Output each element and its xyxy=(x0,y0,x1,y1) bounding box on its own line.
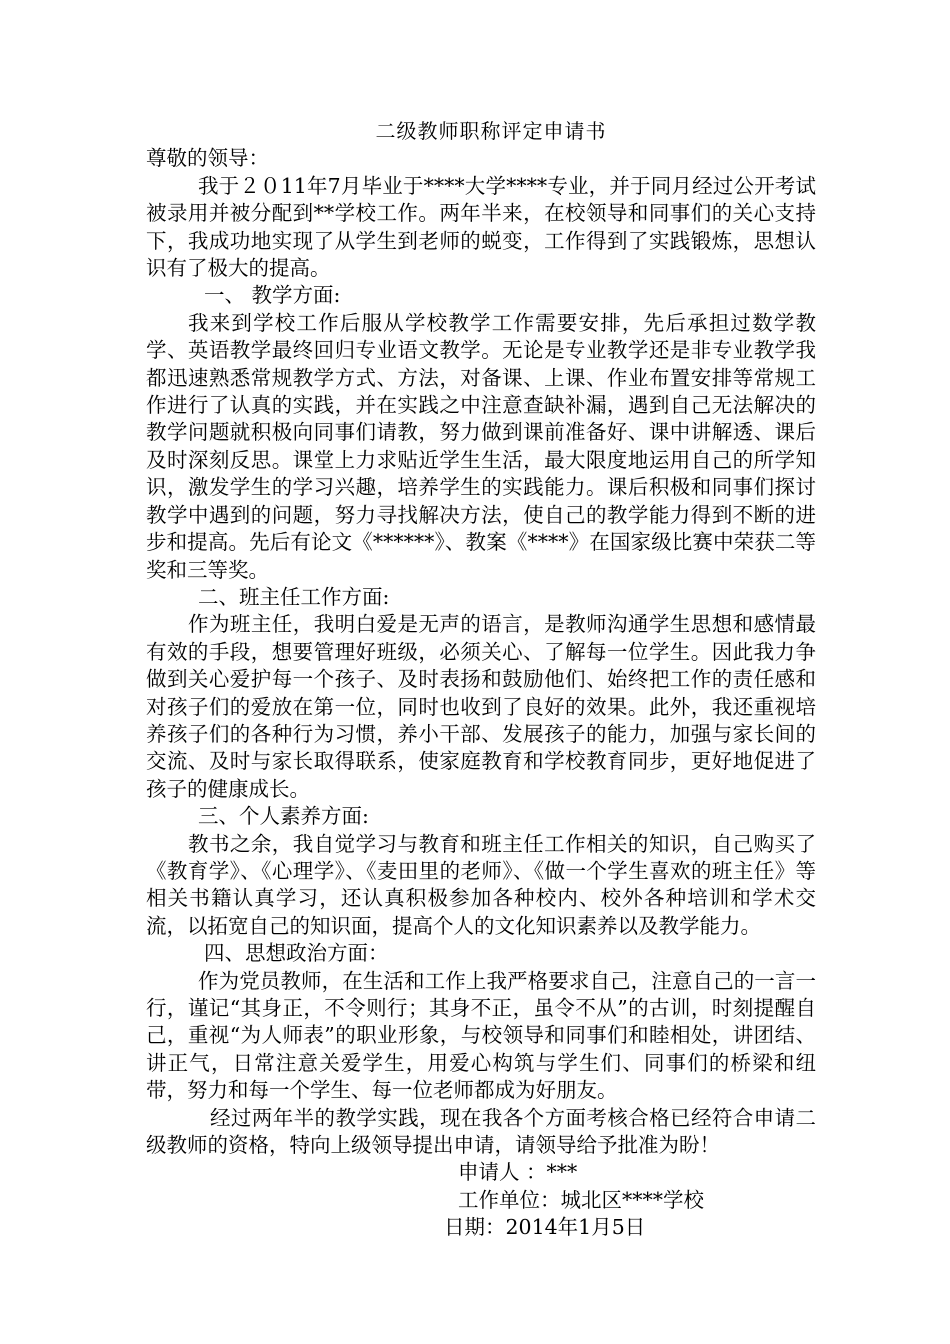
signature-unit: 工作单位：城北区****学校 xyxy=(458,1187,704,1212)
signature-date: 日期：2014年1月5日 xyxy=(444,1215,646,1240)
section-heading-teaching: 一、 教学方面: xyxy=(204,283,341,308)
section-heading-class-teacher: 二、班主任工作方面: xyxy=(198,584,390,609)
section-heading-political: 四、思想政治方面： xyxy=(204,941,389,966)
intro-paragraph: 我于２０11年7月毕业于****大学****专业，并于同月经过公开考试被录用并被分配到**学校工作。两年半来，在校领导和同事们的关心支持下，我成功地实现了从学生到老师的蜕变，工作得到了实践锻炼，思想认识有了极大的提高。 xyxy=(146,173,816,281)
signature-applicant: 申请人 ：*** xyxy=(458,1160,578,1185)
salutation: 尊敬的领导： xyxy=(146,146,269,171)
section-body-class-teacher: 作为班主任，我明白爱是无声的语言，是教师沟通学生思想和感情最有效的手段，想要管理好班级，必须关心、了解每一位学生。因此我力争做到关心爱护每一个孩子、及时表扬和鼓励他们、始终把工作的责任感和对孩子们的爱放在第一位，同时也收到了良好的效果。此外，我还重视培养孩子们的各种行为习惯，养小干部、发展孩子的能力，加强与家长间的交流、及时与家长取得联系，使家庭教育和学校教育同步，更好地促进了孩子的健康成长。 xyxy=(146,612,816,801)
section-body-teaching: 我来到学校工作后服从学校教学工作需要安排，先后承担过数学教学、英语教学最终回归专业语文教学。无论是专业教学还是非专业教学我都迅速熟悉常规教学方式、方法，对备课、上课、作业布置安排等常规工作进行了认真的实践，并在实践之中注意查缺补漏，遇到自己无法解决的教学问题就积极向同事们请教，努力做到课前准备好、课中讲解透、课后及时深刻反思。课堂上力求贴近学生生活，最大限度地运用自己的所学知识，激发学生的学习兴趣，培养学生的实践能力。课后积极和同事们探讨教学中遇到的问题，努力寻找解决方法，使自己的教学能力得到不断的进步和提高。先后有论文《******》、教案《****》在国家级比赛中荣获二等奖和三等奖。 xyxy=(146,310,816,582)
document-title: 二级教师职称评定申请书 xyxy=(375,119,607,143)
section-body-personal: 教书之余，我自觉学习与教育和班主任工作相关的知识，自己购买了《教育学》、《心理学》、《麦田里的老师》、《做一个学生喜欢的班主任》等相关书籍认真学习，还认真积极参加各种校内、校外各种培训和学术交流，以拓宽自己的知识面，提高个人的文化知识素养以及教学能力。 xyxy=(146,831,816,938)
section-heading-personal: 三、个人素养方面: xyxy=(198,804,369,829)
document-page xyxy=(146,118,816,1242)
closing-paragraph: 经过两年半的教学实践，现在我各个方面考核合格已经符合申请二级教师的资格，特向上级领导提出申请，请领导给予批准为盼！ xyxy=(146,1105,816,1158)
section-body-political: 作为党员教师，在生活和工作上我严格要求自己，注意自己的一言一行，谨记“其身正，不令则行；其身不正，虽令不从”的古训，时刻提醒自己，重视“为人师表”的职业形象，与校领导和同事们和睦相处，讲团结、讲正气，日常注意关爱学生，用爱心构筑与学生们、同事们的桥梁和纽带，努力和每一个学生、每一位老师都成为好朋友。 xyxy=(146,968,816,1103)
